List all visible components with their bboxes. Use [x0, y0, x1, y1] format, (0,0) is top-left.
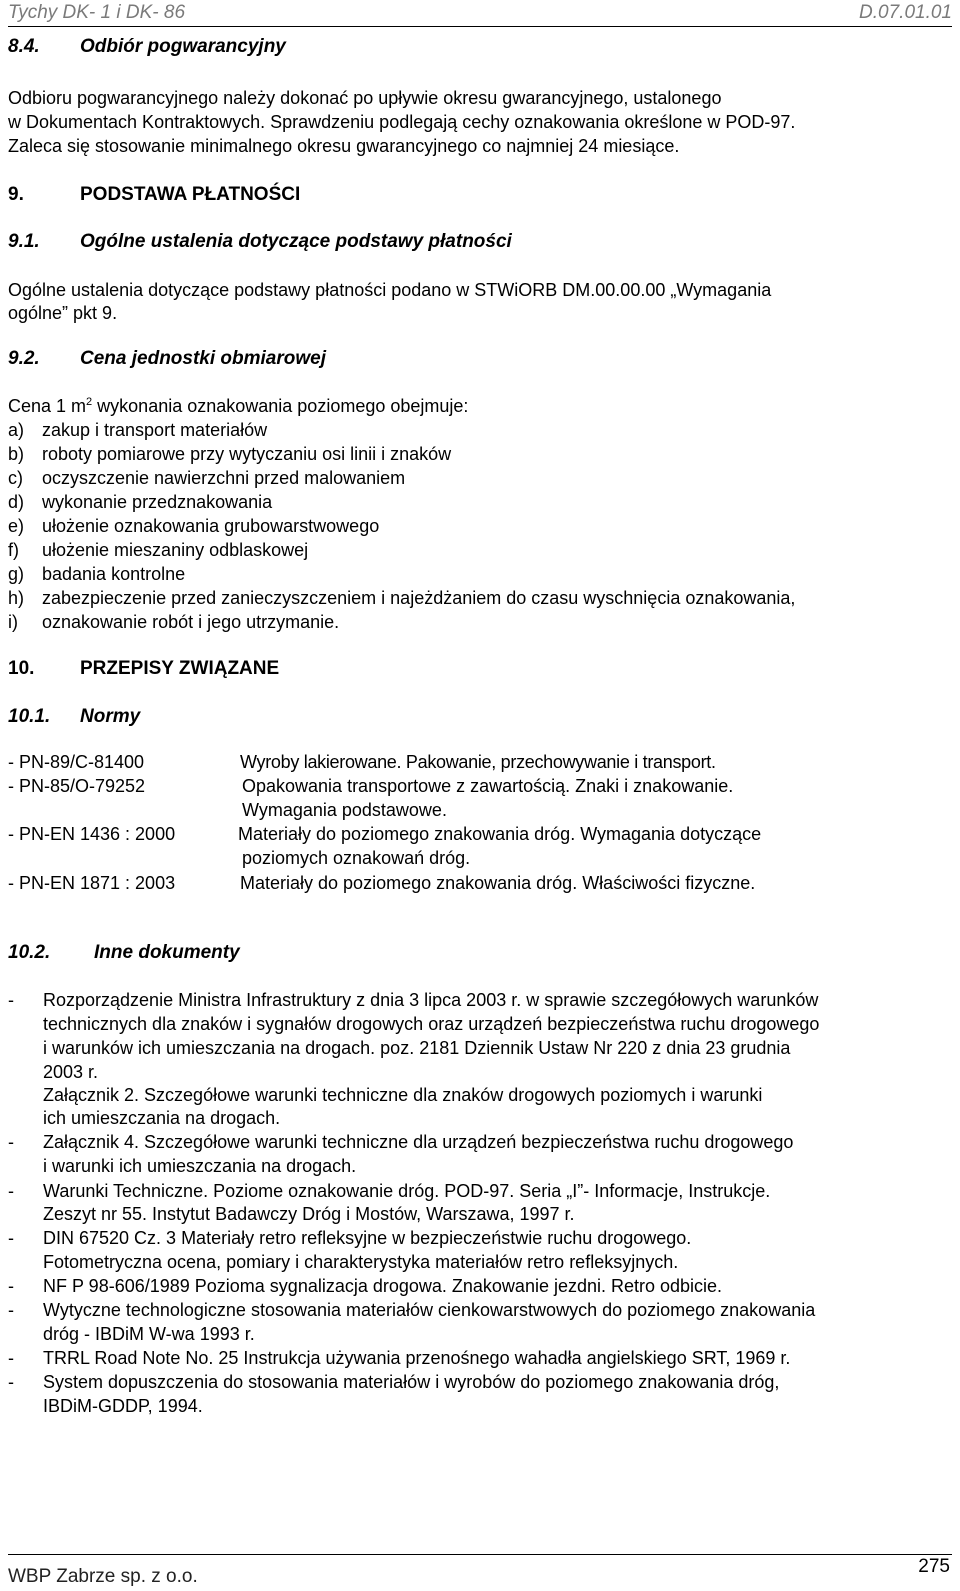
list-item-label: f) [8, 540, 19, 560]
section-8-4-title: Odbiór pogwarancyjny [80, 36, 286, 57]
page-number: 275 [918, 1556, 950, 1577]
footer-divider [8, 1554, 952, 1555]
doc-dash: - [8, 1181, 14, 1201]
norm-code: - PN-EN 1871 : 2003 [8, 873, 176, 893]
doc-dash: - [8, 1300, 14, 1320]
list-item-text: oczyszczenie nawierzchni przed malowaniem [42, 468, 406, 488]
header-right: D.07.01.01 [859, 2, 952, 23]
paragraph-line: ogólne” pkt 9. [8, 303, 118, 323]
doc-line: Warunki Techniczne. Poziome oznakowanie dróg. POD-97. Seria „I”- Informacje, Instrukcje. [43, 1181, 771, 1201]
doc-line: DIN 67520 Cz. 3 Materiały retro refleksyjne w bezpieczeństwie ruchu drogowego. [43, 1228, 692, 1248]
section-10-title: PRZEPISY ZWIĄZANE [80, 658, 280, 679]
list-item-text: zabezpieczenie przed zanieczyszczeniem i najeżdżaniem do czasu wyschnięcia oznakowania, [42, 588, 796, 608]
doc-line: dróg - IBDiM W-wa 1993 r. [43, 1324, 255, 1344]
doc-line: Wytyczne technologiczne stosowania materiałów cienkowarstwowych do poziomego znakowania [43, 1300, 816, 1320]
doc-dash: - [8, 1348, 14, 1368]
norm-description: Materiały do poziomego znakowania dróg. Właściwości fizyczne. [240, 873, 756, 893]
list-item-label: h) [8, 588, 25, 608]
doc-line: Zeszyt nr 55. Instytut Badawczy Dróg i Mostów, Warszawa, 1997 r. [43, 1204, 575, 1224]
doc-line: i warunki ich umieszczania na drogach. [43, 1156, 357, 1176]
doc-line: Załącznik 4. Szczegółowe warunki techniczne dla urządzeń bezpieczeństwa ruchu drogowego [43, 1132, 794, 1152]
paragraph-line: w Dokumentach Kontraktowych. Sprawdzeniu podlegają cechy oznakowania określone w POD-97. [8, 112, 796, 132]
section-10-2-number: 10.2. [8, 942, 51, 963]
doc-line: Fotometryczna ocena, pomiary i charakterystyka materiałów retro refleksyjnych. [43, 1252, 679, 1272]
cena-intro-pre: Cena 1 m [8, 396, 87, 416]
list-item-label: e) [8, 516, 25, 536]
list-item-text: wykonanie przedznakowania [42, 492, 273, 512]
section-8-4-number: 8.4. [8, 36, 40, 57]
doc-dash: - [8, 1228, 14, 1248]
norm-code: - PN-89/C-81400 [8, 752, 145, 772]
section-10-number: 10. [8, 658, 35, 679]
list-item-label: i) [8, 612, 18, 632]
paragraph-line: Zaleca się stosowanie minimalnego okresu gwarancyjnego co najmniej 24 miesiące. [8, 136, 680, 156]
doc-line: Załącznik 2. Szczegółowe warunki techniczne dla znaków drogowych poziomych i warunki [43, 1085, 763, 1105]
section-10-1-number: 10.1. [8, 706, 51, 727]
header-left: Tychy DK- 1 i DK- 86 [8, 2, 186, 23]
norm-code: - PN-85/O-79252 [8, 776, 146, 796]
section-9-1-title: Ogólne ustalenia dotyczące podstawy płatności [80, 231, 512, 252]
list-item-text: roboty pomiarowe przy wytyczaniu osi linii i znaków [42, 444, 452, 464]
list-item-text: badania kontrolne [42, 564, 186, 584]
norm-description: Wyroby lakierowane. Pakowanie, przechowywanie i transport. [240, 752, 716, 772]
section-9-2-number: 9.2. [8, 348, 40, 369]
norm-description: Opakowania transportowe z zawartością. Znaki i znakowanie. [242, 776, 734, 796]
footer-company: WBP Zabrze sp. z o.o. [8, 1566, 198, 1587]
list-item-text: oznakowanie robót i jego utrzymanie. [42, 612, 340, 632]
doc-dash: - [8, 990, 14, 1010]
section-9-2-title: Cena jednostki obmiarowej [80, 348, 326, 369]
paragraph-line: Odbioru pogwarancyjnego należy dokonać po upływie okresu gwarancyjnego, ustalonego [8, 88, 722, 108]
doc-dash: - [8, 1276, 14, 1296]
list-item-label: a) [8, 420, 25, 440]
doc-line: i warunków ich umieszczania na drogach. poz. 2181 Dziennik Ustaw Nr 220 z dnia 23 grudnia [43, 1038, 791, 1058]
doc-line: IBDiM-GDDP, 1994. [43, 1396, 203, 1416]
list-item-text: ułożenie mieszaniny odblaskowej [42, 540, 309, 560]
section-10-2-title: Inne dokumenty [94, 942, 240, 963]
cena-intro-sup: 2 [86, 396, 93, 408]
list-item-label: c) [8, 468, 23, 488]
section-9-title: PODSTAWA PŁATNOŚCI [80, 184, 301, 205]
doc-line: ich umieszczania na drogach. [43, 1108, 281, 1128]
section-9-1-number: 9.1. [8, 231, 40, 252]
cena-intro-post: wykonania oznakowania poziomego obejmuje: [92, 396, 469, 416]
doc-line: System dopuszczenia do stosowania materiałów i wyrobów do poziomego znakowania dróg, [43, 1372, 780, 1392]
norm-description: poziomych oznakowań dróg. [242, 848, 471, 868]
doc-line: technicznych dla znaków i sygnałów drogowych oraz urządzeń bezpieczeństwa ruchu drogowego [43, 1014, 820, 1034]
list-item-label: g) [8, 564, 25, 584]
doc-line: NF P 98-606/1989 Pozioma sygnalizacja drogowa. Znakowanie jezdni. Retro odbicie. [43, 1276, 723, 1296]
norm-code: - PN-EN 1436 : 2000 [8, 824, 176, 844]
list-item-text: ułożenie oznakowania grubowarstwowego [42, 516, 380, 536]
norm-description: Wymagania podstawowe. [242, 800, 447, 820]
doc-dash: - [8, 1132, 14, 1152]
list-item-label: d) [8, 492, 25, 512]
doc-line: 2003 r. [43, 1062, 99, 1082]
list-item-text: zakup i transport materiałów [42, 420, 268, 440]
list-item-label: b) [8, 444, 25, 464]
doc-line: TRRL Road Note No. 25 Instrukcja używania przenośnego wahadła angielskiego SRT, 1969 r. [43, 1348, 791, 1368]
header-divider [8, 26, 952, 27]
doc-line: Rozporządzenie Ministra Infrastruktury z dnia 3 lipca 2003 r. w sprawie szczegółowych warunków [43, 990, 819, 1010]
paragraph-line: Ogólne ustalenia dotyczące podstawy płatności podano w STWiORB DM.00.00.00 „Wymagania [8, 280, 772, 300]
doc-dash: - [8, 1372, 14, 1392]
section-9-number: 9. [8, 184, 24, 205]
section-10-1-title: Normy [80, 706, 141, 727]
norm-description: Materiały do poziomego znakowania dróg. Wymagania dotyczące [238, 824, 762, 844]
cena-intro [8, 396, 468, 417]
